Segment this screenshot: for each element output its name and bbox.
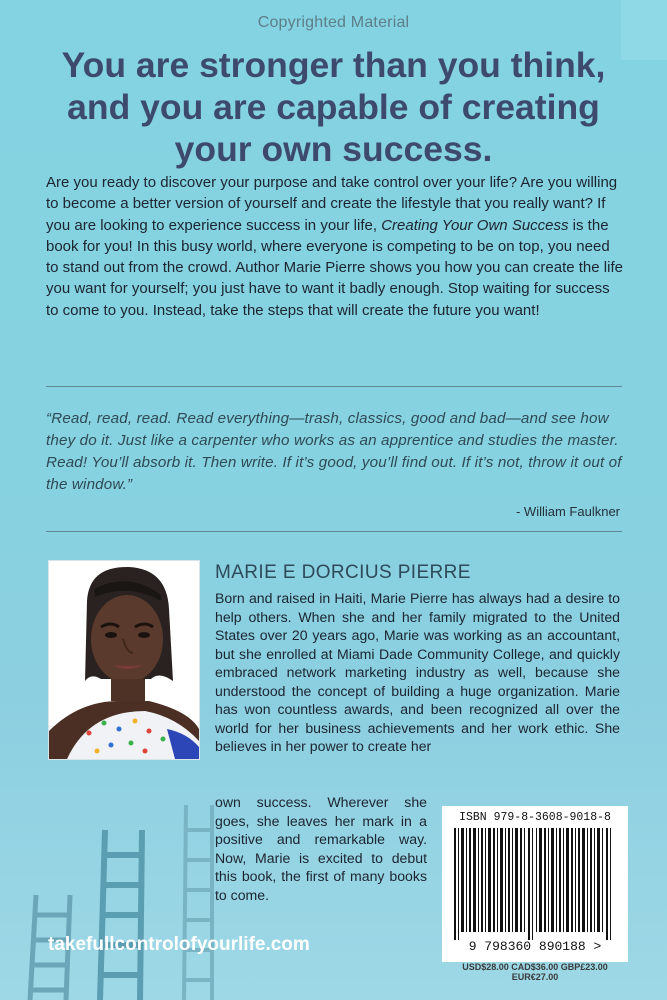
author-bio-continued: own success. Wherever she goes, she leaves her mark in a positive and remarkable way. Now, Marie is excited to debut this book, the first of many books to come.	[215, 794, 427, 903]
website-url: takefullcontrolofyourlife.com	[48, 934, 310, 955]
author-bio: Born and raised in Haiti, Marie Pierre has always had a desire to help others. When she and her family migrated to the United States over 20 years ago, Marie was working as an accountant, but she enrolled at Miami Dade Community College, and quickly embraced network marketing industry as well, because she understood the concept of building a huge organization. Marie has won countless awards, and been recognized all over the world for her business achievements and her work ethic. She believes in her power to create her	[215, 590, 620, 754]
author-portrait-illustration	[49, 561, 199, 759]
isbn-number: ISBN 979-8-3608-9018-8	[459, 811, 611, 824]
copyright-watermark: Copyrighted Material	[257, 14, 410, 31]
headline	[30, 44, 637, 170]
barcode-digits: 9 798360 890188 >	[468, 939, 602, 954]
isbn-barcode	[442, 806, 628, 962]
barcode-bars	[452, 828, 618, 940]
blurb-part-1: Are you ready to discover your purpose and take control over your life? Are you willing to become a better version of yourself and create the lifestyle that you really want? If you are looking to experience success in your life,	[46, 174, 618, 234]
quote-attribution: - William Faulkner	[515, 504, 620, 519]
price-line: USD$28.00 CAD$36.00 GBP£23.00 EUR€27.00	[462, 962, 608, 982]
book-blurb	[46, 172, 626, 321]
ladders-illustration	[0, 800, 230, 1000]
divider-bottom	[46, 531, 622, 532]
divider-top	[46, 386, 622, 387]
author-name-heading: MARIE E DORCIUS PIERRE	[215, 562, 471, 583]
author-photo	[48, 560, 200, 760]
headline-line-3: your own success.	[174, 129, 493, 169]
headline-line-1: You are stronger than you think,	[61, 45, 606, 85]
headline-line-2: and you are capable of creating	[67, 87, 600, 127]
blurb-part-2: is the book for you! In this busy world, where everyone is competing to be on top, you need to stand out from the crowd. Author Marie Pierre shows you how you can create the life you want for yourself; you just have to want it badly enough. Stop waiting for success to come to you. Instead, take the steps that will create the future you want!	[46, 216, 623, 319]
epigraph-quote: “Read, read, read. Read everything—trash, classics, good and bad—and see how they do it. Just like a carpenter who works as an apprentice and studies the master. Read! You’ll absorb it. Then write. If it’s good, you’ll find out. If it’s not, throw it out of the window.”	[46, 410, 622, 493]
blurb-book-title: Creating Your Own Success	[381, 216, 569, 234]
